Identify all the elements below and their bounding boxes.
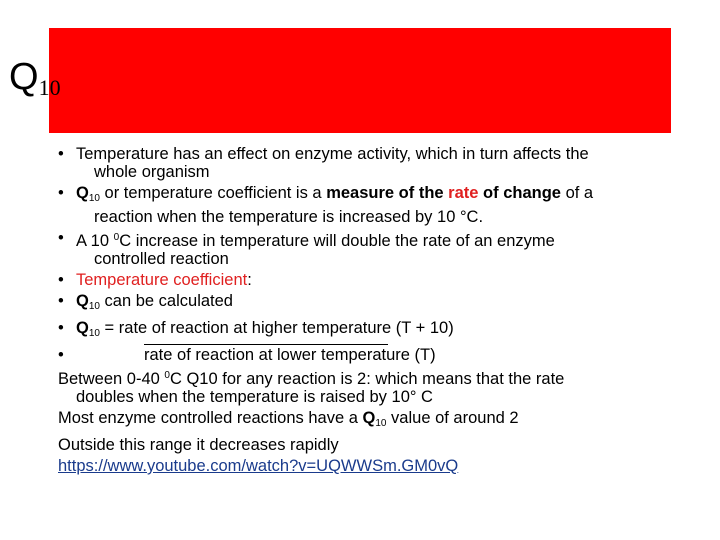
- para-outside-range: Outside this range it decreases rapidly: [58, 436, 339, 454]
- slide-body: [58, 145, 668, 478]
- bullet-q10-definition: • $Q_{10}$ or temperature coefficient is a measure of the rate of change of a reaction when the temperature is increased by 10 °C.: [58, 184, 668, 226]
- bullet-temperature-effect: • Temperature has an effect on enzyme activity, which in turn affects the whole organism: [58, 145, 668, 181]
- bullet-q10-formula-numerator: • $Q_{10}$ = rate of reaction at higher temperature (T + 10): [58, 319, 668, 343]
- bullet-q10-formula-denominator: [58, 346, 668, 364]
- youtube-link[interactable]: https://www.youtube.com/watch?v=UQWWSm.GM0vQ: [58, 457, 459, 475]
- youtube-link-line: [58, 457, 668, 475]
- title-subscript: 10: [38, 75, 61, 100]
- title-band: [49, 28, 671, 133]
- title-main: Q: [9, 56, 39, 98]
- fraction-denominator: rate of reaction at lower temperature (T): [144, 346, 436, 364]
- fraction-bar: [144, 344, 388, 345]
- para-between-0-40: Between 0-40 $^0$C Q10 for any reaction is 2: which means that the rate doubles when the temperature is raised by 10° C: [58, 370, 565, 406]
- slide-title: [9, 56, 61, 100]
- bullet-q10-calculated: • $Q_{10}$ can be calculated: [58, 292, 668, 316]
- bullet-double-rate: • A 10 $^0$C increase in temperature will double the rate of an enzyme controlled reaction: [58, 229, 668, 268]
- para-most-enzyme: Most enzyme controlled reactions have a $Q_{10}$ value of around 2: [58, 409, 519, 429]
- bullet-temperature-coefficient: • Temperature coefficient:: [58, 271, 668, 289]
